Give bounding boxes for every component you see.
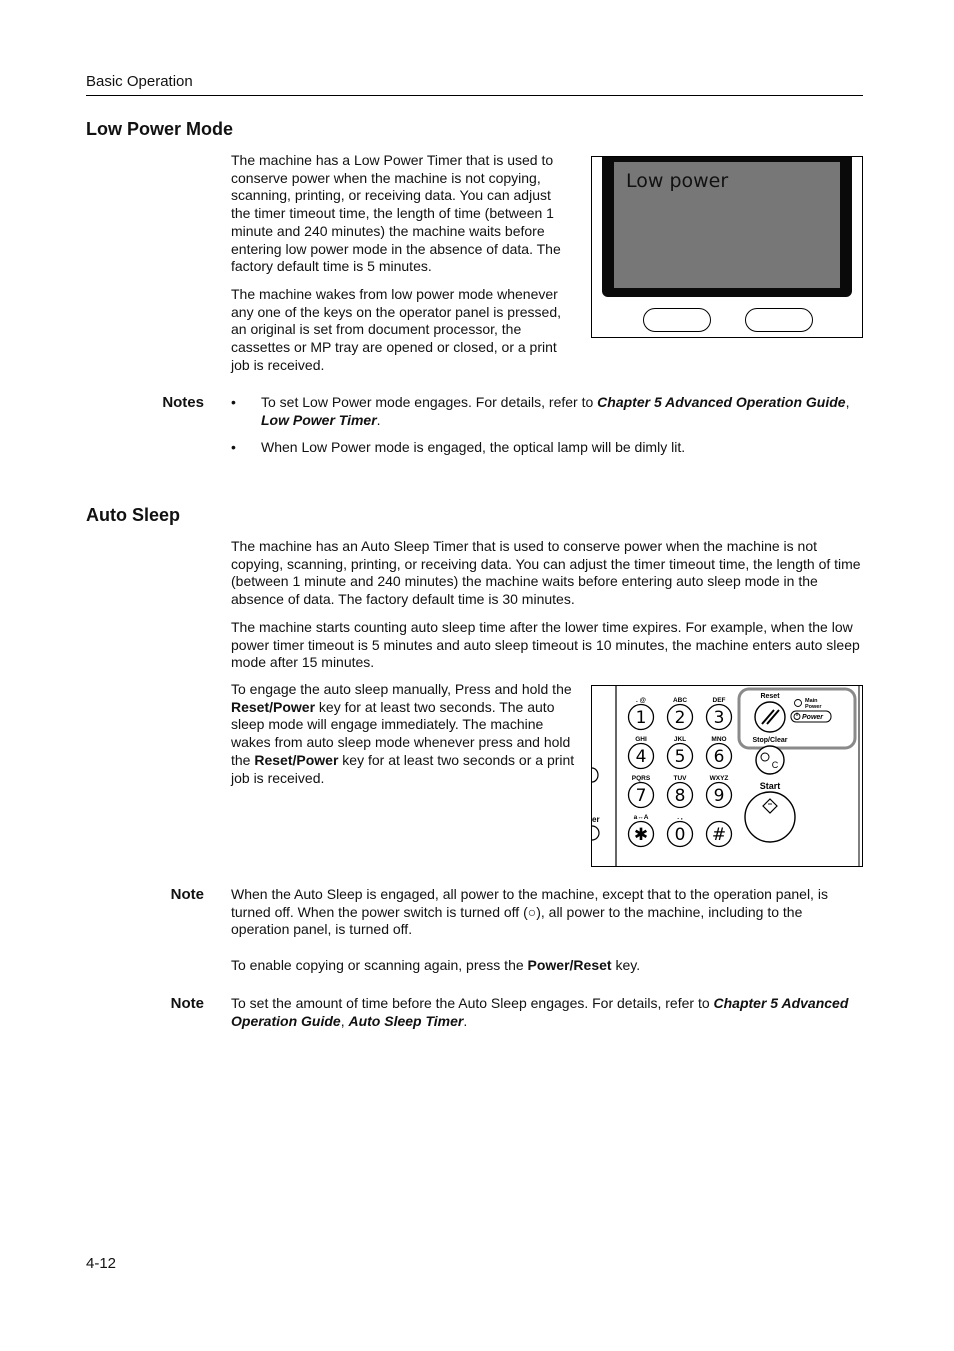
- keypad-figure: [591, 685, 863, 867]
- label-5: JKL: [673, 736, 687, 743]
- lcd-frame: [602, 157, 852, 297]
- key-1-digit: 1: [635, 708, 647, 728]
- note-label-2: Note: [170, 995, 204, 1012]
- key-2-digit: 2: [674, 708, 686, 728]
- key-8-digit: 8: [674, 786, 686, 806]
- bullet-2: •: [231, 439, 236, 455]
- key-7-digit: 7: [635, 786, 647, 806]
- running-header: Basic Operation: [86, 73, 193, 90]
- low-power-para-2: The machine wakes from low power mode whenever any one of the keys on the operator panel is pressed, an original is set from document processor, the cassettes or MP tray are opened or closed, or a print job is received.: [231, 286, 561, 373]
- low-power-note-1: To set Low Power mode engages. For details, refer to Chapter 5 Advanced Operation Guide, Low Power Timer.: [261, 394, 850, 428]
- low-power-heading: Low Power Mode: [86, 119, 234, 139]
- reset-key: [755, 702, 785, 732]
- stop-clear-label: Stop/Clear: [752, 737, 788, 744]
- key-star-glyph: ✱: [633, 825, 649, 845]
- left-soft-key: [643, 308, 711, 332]
- lcd-display-figure: [591, 156, 863, 338]
- clear-key-label: C: [771, 760, 779, 770]
- key-3-digit: 3: [713, 708, 725, 728]
- power-label: Power: [802, 714, 824, 721]
- key-0-digit: 0: [674, 825, 686, 845]
- auto-sleep-note-2: To set the amount of time before the Auto Sleep engages. For details, refer to Chapter 5 Advanced Operation Guide, Auto Sleep Timer.: [231, 995, 849, 1029]
- main-power-label-line1: Main: [805, 698, 818, 704]
- label-6: MNO: [711, 736, 727, 743]
- label-8: TUV: [673, 775, 687, 782]
- key-9-digit: 9: [713, 786, 725, 806]
- auto-sleep-note-1: When the Auto Sleep is engaged, all power to the machine, except that to the operation panel, is turned off. When the power switch is turned off (○), all power to the machine, including to the operation panel, is turned off.: [231, 886, 828, 938]
- auto-sleep-heading: Auto Sleep: [86, 505, 181, 525]
- auto-sleep-para-2: The machine starts counting auto sleep time after the lower time expires. For example, when the low power timer timeout is 5 minutes and auto sleep timeout is 10 minutes, the machine enters auto sleep mode after 15 minutes.: [231, 619, 860, 671]
- label-4: GHI: [635, 736, 647, 743]
- partial-key-lower: [592, 826, 599, 840]
- label-0: . ,: [677, 814, 683, 821]
- header-rule: [86, 95, 863, 96]
- notes-label: Notes: [162, 394, 204, 411]
- low-power-para-1: The machine has a Low Power Timer that is used to conserve power when the machine is not copying, scanning, printing, or receiving data. You can adjust the timer timeout time, the length of time (between 1 minute and 240 minutes) the machine waits before entering low power mode in the absence of data. The factory default time is 5 minutes.: [231, 152, 561, 275]
- main-power-label-line2: Power: [805, 704, 822, 710]
- label-3: DEF: [712, 697, 726, 704]
- auto-sleep-para-1: The machine has an Auto Sleep Timer that is used to conserve power when the machine is not copying, scanning, printing, or receiving data. You can adjust the timer timeout time, the length of time (between 1 minute and 240 minutes) the machine waits before entering auto sleep mode in the absence of data. The factory default time is 30 minutes.: [231, 538, 861, 608]
- lcd-message: Low power: [626, 170, 729, 192]
- partial-key-label: er: [592, 815, 600, 824]
- partial-key-upper: [592, 768, 598, 782]
- key-6-digit: 6: [713, 747, 725, 767]
- key-hash-glyph: #: [711, 825, 727, 845]
- key-4-digit: 4: [635, 747, 647, 767]
- label-star: a↔A: [633, 814, 649, 821]
- start-key-label: Start: [759, 781, 781, 791]
- lcd-screen: [614, 162, 840, 288]
- label-2: ABC: [672, 697, 688, 704]
- reset-key-label: Reset: [760, 693, 780, 700]
- label-7: PQRS: [631, 775, 651, 782]
- page-number: 4-12: [86, 1255, 117, 1272]
- right-soft-key: [745, 308, 813, 332]
- auto-sleep-note-1b: To enable copying or scanning again, press the Power/Reset key.: [231, 957, 641, 973]
- auto-sleep-para-3: To engage the auto sleep manually, Press and hold the Reset/Power key for at least two seconds. The auto sleep mode will engage immediately. The machine wakes from auto sleep mode whenever press and hold the Reset/Power key for at least two seconds or a print job is received.: [231, 681, 575, 786]
- stop-clear-key: [756, 746, 784, 774]
- label-1: . @: [636, 697, 646, 704]
- key-5-digit: 5: [674, 747, 686, 767]
- main-power-lamp-icon: [795, 700, 802, 707]
- label-9: WXYZ: [709, 775, 729, 782]
- bullet-1: •: [231, 394, 236, 410]
- note-label-1: Note: [170, 886, 204, 903]
- low-power-note-2: When Low Power mode is engaged, the optical lamp will be dimly lit.: [261, 439, 686, 455]
